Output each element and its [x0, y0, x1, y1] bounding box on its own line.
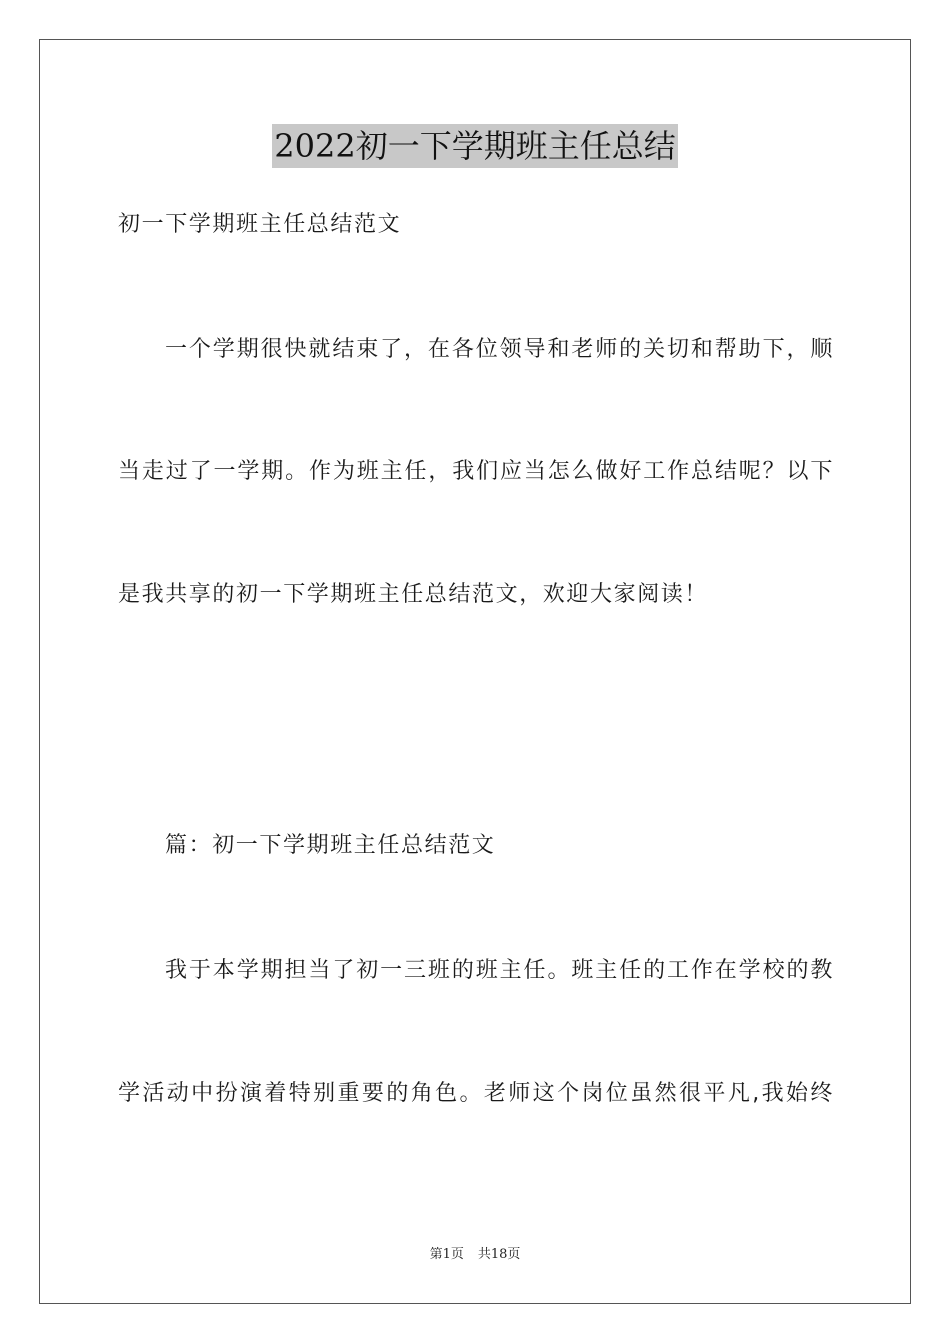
page-footer — [0, 1246, 950, 1264]
paragraph-1-line-2: 当走过了一学期。作为班主任，我们应当怎么做好工作总结呢？以下 — [118, 459, 834, 484]
paragraph-2-line-2: 学活动中扮演着特别重要的角色。老师这个岗位虽然很平凡,我始终 — [118, 1081, 834, 1106]
paragraph-1-line-1: 一个学期很快就结束了，在各位领导和老师的关切和帮助下，顺 — [165, 337, 834, 362]
title-container — [0, 124, 950, 168]
page-total: 共18页 — [477, 1247, 521, 1262]
document-subtitle: 初一下学期班主任总结范文 — [118, 212, 402, 237]
page-number: 第1页 — [429, 1247, 464, 1262]
paragraph-2-line-1: 我于本学期担当了初一三班的班主任。班主任的工作在学校的教 — [165, 958, 834, 983]
paragraph-1-line-3: 是我共享的初一下学期班主任总结范文，欢迎大家阅读！ — [118, 582, 709, 607]
section-heading: 篇：初一下学期班主任总结范文 — [165, 833, 496, 858]
document-title: 2022初一下学期班主任总结 — [272, 124, 677, 168]
